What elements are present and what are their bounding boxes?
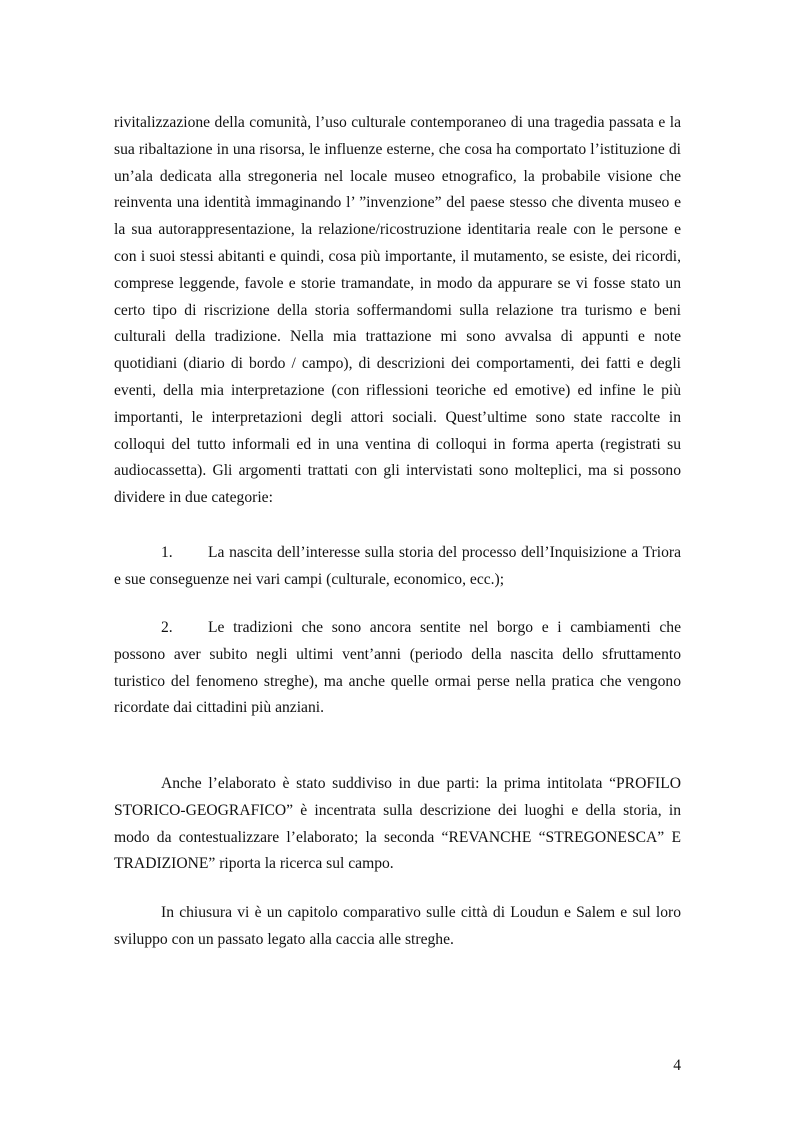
page-number: 4 [673, 1057, 681, 1074]
list-item [114, 540, 681, 594]
structure-paragraph: Anche l’elaborato è stato suddiviso in due parti: la prima intitolata “PROFILO STORICO-GEOGRAFICO” è incentrata sulla descrizione dei luoghi e della storia, in modo da contestualizzare l’elaborato; la seconda “REVANCHE “STREGONESCA” E TRADIZIONE” riporta la ricerca sul campo. [114, 775, 681, 873]
closing-paragraph: In chiusura vi è un capitolo comparativo sulle città di Loudun e Salem e sul loro sviluppo con un passato legato alla caccia alle streghe. [114, 904, 681, 948]
intro-paragraph: rivitalizzazione della comunità, l’uso culturale contemporaneo di una tragedia passata e la sua ribaltazione in una risorsa, le influenze esterne, che cosa ha comportato l’istituzione di un’ala dedicata alla stregoneria nel locale museo etnografico, la probabile visione che reinventa una identità immaginando l’ ”invenzione” del paese stesso che diventa museo e la sua autorappresentazione, la relazione/ricostruzione identitaria reale con le persone e con i suoi stessi abitanti e quindi, cosa più importante, il mutamento, se esiste, dei ricordi, comprese leggende, favole e storie tramandate, in modo da appurare se vi fosse stato un certo tipo di riscrizione della storia soffermandomi sulla relazione tra turismo e beni culturali della tradizione. Nella mia trattazione mi sono avvalsa di appunti e note quotidiani (diario di bordo / campo), di descrizioni dei comportamenti, dei fatti e degli eventi, della mia interpretazione (con riflessioni teoriche ed emotive) ed infine le più importanti, le interpretazioni degli attori sociali. Quest’ultime sono state raccolte in colloqui del tutto informali ed in una ventina di colloqui in forma aperta (registrati su audiocassetta). Gli argomenti trattati con gli intervistati sono molteplici, ma si possono dividere in due categorie: [114, 114, 681, 507]
list-item-text: Le tradizioni che sono ancora sentite nel borgo e i cambiamenti che possono aver subito negli ultimi vent’anni (periodo della nascita dello sfruttamento turistico del fenomeno streghe), ma anche quelle ormai perse nella pratica che vengono ricordate dai cittadini più anziani. [114, 619, 681, 717]
list-item-number: 2. [161, 619, 173, 636]
list-item-number: 1. [161, 544, 173, 561]
list-item-text: La nascita dell’interesse sulla storia del processo dell’Inquisizione a Triora e sue conseguenze nei vari campi (culturale, economico, ecc.); [114, 544, 681, 588]
list-item [114, 615, 681, 722]
